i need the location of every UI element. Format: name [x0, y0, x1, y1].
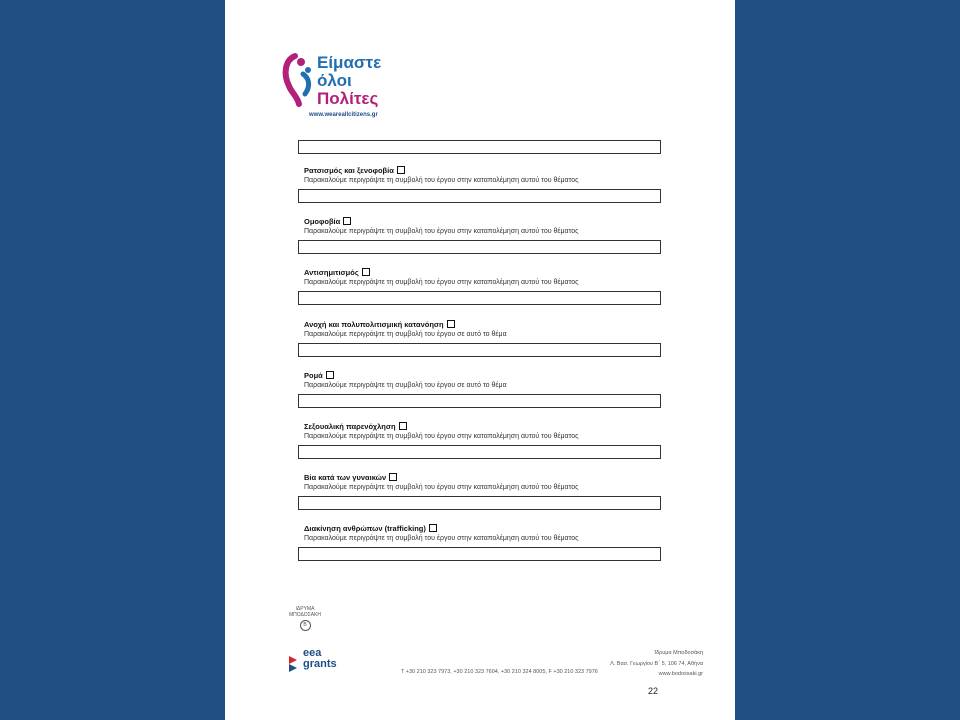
topic-description: Παρακαλούμε περιγράψτε τη συμβολή του έργου στην καταπολέμηση αυτού του θέματος: [304, 433, 579, 440]
logo-url: www.weareallcitizens.gr: [309, 112, 378, 118]
footer-web: www.bodossaki.gr: [658, 671, 703, 677]
topic-title-text: Βία κατά των γυναικών: [304, 473, 387, 483]
topic-title: [304, 422, 407, 431]
topic-title-text: Σεξουαλική παρενόχληση: [304, 422, 396, 431]
topic-title-text: Ρατσισμός και ξενοφοβία: [304, 166, 394, 175]
topic-title: [304, 473, 397, 482]
topic-title-text: Ρομά: [304, 370, 323, 380]
topic-text-field[interactable]: [298, 291, 661, 305]
topic-checkbox[interactable]: [447, 320, 455, 328]
text-field-top[interactable]: [298, 140, 661, 154]
topic-checkbox[interactable]: [389, 473, 397, 481]
topic-checkbox[interactable]: [397, 166, 405, 174]
logo-wordmark: [317, 54, 381, 108]
weareallcitizens-logo: [281, 48, 411, 128]
topic-description: Παρακαλούμε περιγράψτε τη συμβολή του έργου στην καταπολέμηση αυτού του θέματος: [304, 279, 579, 287]
topic-text-field[interactable]: [298, 189, 661, 203]
sponsor-line-1: ΙΔΡΥΜΑ: [295, 606, 315, 612]
topic-description: Παρακαλούμε περιγράψτε τη συμβολή του έργου σε αυτό το θέμα: [304, 381, 507, 389]
topic-text-field[interactable]: [298, 240, 661, 254]
footer-phones: T +30 210 323 7973, +30 210 323 7604, +30 210 324 8005, F +30 210 323 7976: [401, 669, 598, 675]
topic-title: [304, 268, 370, 277]
topic-checkbox[interactable]: [326, 371, 334, 379]
topic-checkbox[interactable]: [399, 422, 407, 430]
topic-title: [304, 524, 437, 533]
logo-line-1: Είμαστε: [317, 53, 382, 72]
bodossaki-foundation-logo: [285, 606, 325, 631]
topic-title: [304, 217, 351, 226]
topic-description: Παρακαλούμε περιγράψτε τη συμβολή του έργου στην καταπολέμηση αυτού του θέματος: [304, 228, 579, 236]
topic-title-text: Ανοχή και πολυπολιτισμική κατανόηση: [304, 319, 444, 329]
topic-text-field[interactable]: [298, 445, 661, 459]
logo-line-2: όλοι: [317, 71, 352, 90]
eea-grants-text: [303, 648, 337, 670]
topic-text-field[interactable]: [298, 547, 661, 561]
topic-text-field[interactable]: [298, 343, 661, 357]
topic-text-field[interactable]: [298, 394, 661, 408]
topic-checkbox[interactable]: [362, 268, 370, 276]
people-figure-icon: [281, 52, 313, 112]
topic-description: Παρακαλούμε περιγράψτε τη συμβολή του έργου στην καταπολέμηση αυτού του θέματος: [304, 484, 579, 492]
topic-title: [304, 166, 405, 175]
topic-checkbox[interactable]: [429, 524, 437, 532]
sponsor-line-2: ΜΠΟΔΟΣΑΚΗ: [288, 612, 322, 618]
page-number: 22: [648, 686, 659, 696]
eea-line-2: grants: [303, 658, 337, 670]
bodossaki-emblem-icon: B: [300, 620, 311, 631]
document-page: [225, 0, 735, 720]
footer-org-name: Ίδρυμα Μποδοσάκη: [653, 650, 703, 656]
topic-title-text: Διακίνηση ανθρώπων (trafficking): [304, 524, 426, 534]
eea-line-1: eea: [303, 647, 322, 659]
topic-description: Παρακαλούμε περιγράψτε τη συμβολή του έργου σε αυτό το θέμα: [304, 330, 507, 338]
topic-description: Παρακαλούμε περιγράψτε τη συμβολή του έργου στην καταπολέμηση αυτού του θέματος: [304, 177, 579, 184]
eea-grants-logo: [287, 648, 347, 684]
footer-address: Λ. Βασ. Γεωργίου Β΄ 5, 106 74, Αθήνα: [610, 661, 703, 667]
logo-line-3: Πολίτες: [317, 89, 379, 108]
topic-description: Παρακαλούμε περιγράψτε τη συμβολή του έργου στην καταπολέμηση αυτού του θέματος: [304, 535, 579, 543]
eea-mark-icon: [287, 652, 301, 676]
topic-title-text: Ομοφοβία: [304, 217, 341, 227]
topic-text-field[interactable]: [298, 496, 661, 510]
topic-title: [304, 371, 334, 380]
topic-title-text: Αντισημιτισμός: [304, 268, 359, 278]
topic-title: [304, 320, 455, 329]
topic-checkbox[interactable]: [343, 217, 351, 225]
